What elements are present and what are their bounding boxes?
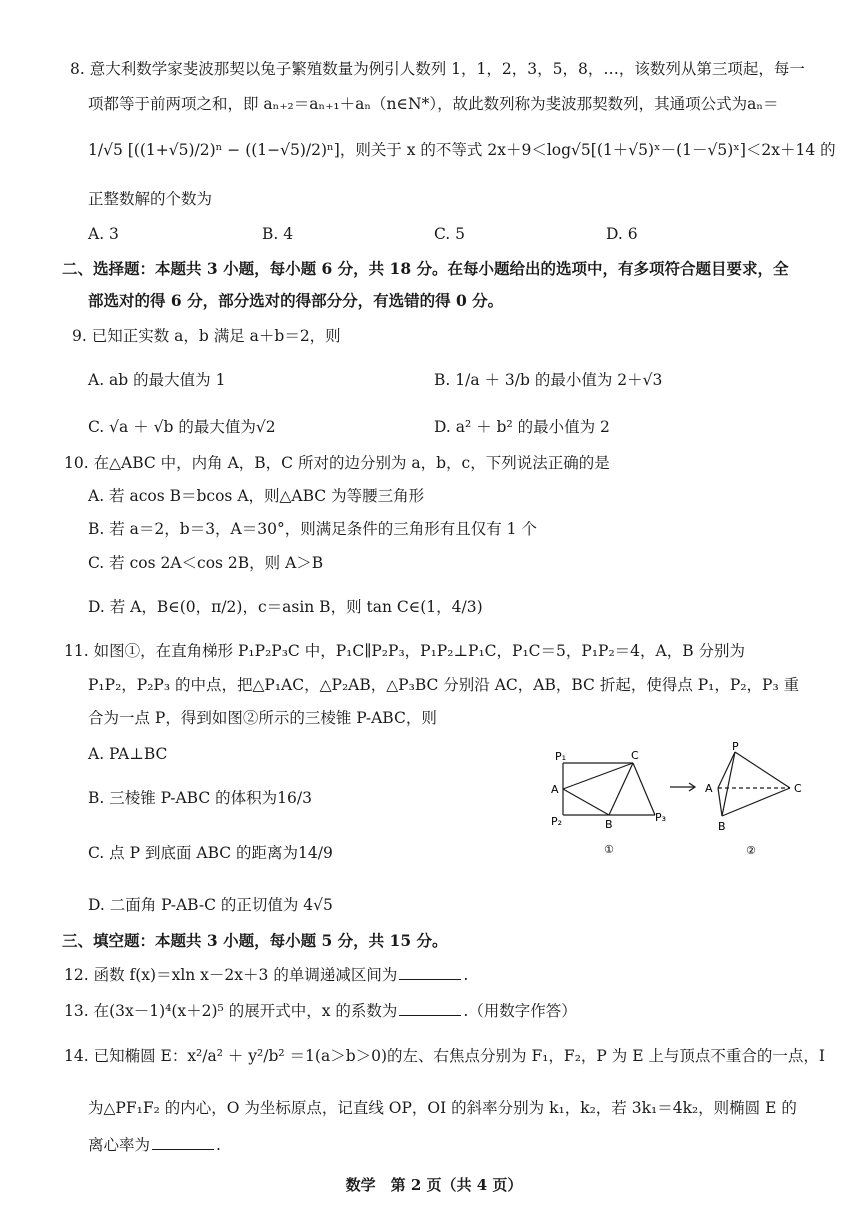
q14-answer-blank — [152, 1135, 214, 1150]
q14-stem-end: 离心率为 — [88, 1136, 151, 1154]
fig2-label-a: A — [705, 782, 713, 795]
q10-stem: 10. 在△ABC 中，内角 A，B，C 所对的边分别为 a，b，c，下列说法正确的是 — [64, 454, 610, 472]
q8-line2: 项都等于前两项之和，即 aₙ₊₂＝aₙ₊₁＋aₙ（n∈N*），故此数列称为斐波那契数列，其通项公式为aₙ＝ — [88, 95, 779, 113]
q13-end: .（用数字作答） — [463, 1002, 577, 1020]
q9-stem: 9. 已知正实数 a，b 满足 a＋b＝2，则 — [72, 327, 341, 345]
q8-option-b: B. 4 — [262, 225, 294, 243]
q11-option-a: A. PA⊥BC — [88, 745, 168, 763]
figure-trapezoid — [545, 745, 680, 860]
fig1-label-a: A — [551, 783, 559, 796]
page-footer: 数学 第 2 页（共 4 页） — [345, 1176, 523, 1194]
q8-option-c: C. 5 — [434, 225, 466, 243]
q10-option-b: B. 若 a＝2，b＝3，A＝30°，则满足条件的三角形有且仅有 1 个 — [88, 520, 537, 538]
q8-line1: 8. 意大利数学家斐波那契以兔子繁殖数量为例引人数列 1，1，2，3，5，8，…，该数列从第三项起，每一 — [70, 60, 805, 78]
q9-option-c: C. √a ＋ √b 的最大值为√2 — [88, 418, 276, 436]
fig1-label-c: C — [631, 749, 639, 762]
arrow-icon — [668, 780, 700, 794]
section2-heading-line2: 部选对的得 6 分，部分选对的得部分分，有选错的得 0 分。 — [88, 291, 504, 310]
q11-line1: 11. 如图①，在直角梯形 P₁P₂P₃C 中，P₁C∥P₂P₃，P₁P₂⊥P₁C，P₁C＝5，P₁P₂＝4，A，B 分别为 — [64, 642, 746, 660]
q10-option-a: A. 若 acos B＝bcos A，则△ABC 为等腰三角形 — [88, 487, 425, 505]
q11-line3: 合为一点 P，得到如图②所示的三棱锥 P-ABC，则 — [88, 709, 437, 727]
q12-answer-blank — [399, 965, 461, 980]
q9-option-b: B. 1/a ＋ 3/b 的最小值为 2＋√3 — [434, 371, 663, 389]
fig1-label-p2: P₂ — [551, 815, 563, 828]
q11-line2: P₁P₂，P₂P₃ 的中点，把△P₁AC，△P₂AB，△P₃BC 分别沿 AC，AB，BC 折起，使得点 P₁，P₂，P₃ 重 — [88, 676, 800, 694]
q8-option-d: D. 6 — [606, 225, 638, 243]
q13-stem: 13. 在(3x－1)⁴(x＋2)⁵ 的展开式中，x 的系数为 — [64, 1002, 398, 1020]
fig1-label-p1: P₁ — [555, 750, 567, 763]
fig2-label-p: P — [732, 740, 739, 753]
q13-answer-blank — [399, 1001, 461, 1016]
q11-option-d: D. 二面角 P-AB-C 的正切值为 4√5 — [88, 896, 333, 914]
fig2-label-c: C — [794, 782, 802, 795]
fig1-caption: ① — [604, 843, 614, 856]
q8-line4: 正整数解的个数为 — [88, 190, 213, 208]
fig2-caption: ② — [746, 844, 756, 857]
q10-option-c: C. 若 cos 2A＜cos 2B，则 A＞B — [88, 554, 324, 572]
q11-option-b: B. 三棱锥 P-ABC 的体积为16/3 — [88, 789, 312, 807]
q8-option-a: A. 3 — [88, 225, 119, 243]
fig1-label-p3: P₃ — [655, 811, 667, 824]
q9-option-d: D. a² ＋ b² 的最小值为 2 — [434, 418, 610, 436]
figure-tetrahedron — [700, 740, 810, 860]
section2-heading-line1: 二、选择题：本题共 3 小题，每小题 6 分，共 18 分。在每小题给出的选项中，有多项符合题目要求，全 — [62, 259, 789, 278]
q8-inequality: ，则关于 x 的不等式 2x＋9＜log√5[(1＋√5)ˣ－(1－√5)ˣ]＜2x＋14 的 — [339, 141, 836, 159]
q13-line — [64, 1000, 577, 1022]
fibonacci-formula: 1/√5 [((1+√5)/2)ⁿ − ((1−√5)/2)ⁿ] — [88, 141, 340, 159]
q12-stem: 12. 函数 f(x)＝xln x－2x＋3 的单调递减区间为 — [64, 966, 398, 984]
q12-end: . — [463, 966, 469, 984]
q11-option-c: C. 点 P 到底面 ABC 的距离为14/9 — [88, 844, 333, 862]
q10-option-d: D. 若 A，B∈(0，π/2)，c＝asin B，则 tan C∈(1，4/3) — [88, 598, 483, 616]
q8-line3 — [88, 139, 836, 161]
q9-option-a: A. ab 的最大值为 1 — [88, 371, 226, 389]
q14-line2: 为△PF₁F₂ 的内心，O 为坐标原点，记直线 OP，OI 的斜率分别为 k₁，k₂，若 3k₁＝4k₂，则椭圆 E 的 — [88, 1099, 797, 1117]
fig2-label-b: B — [718, 820, 726, 833]
section3-heading: 三、填空题：本题共 3 小题，每小题 5 分，共 15 分。 — [62, 931, 448, 950]
fig1-label-b: B — [605, 818, 613, 831]
q14-line3 — [88, 1134, 221, 1156]
q14-line1: 14. 已知椭圆 E：x²/a² ＋ y²/b² ＝1(a＞b＞0)的左、右焦点分别为 F₁，F₂，P 为 E 上与顶点不重合的一点，I — [64, 1047, 826, 1065]
q12-line — [64, 964, 468, 986]
q14-end: . — [216, 1136, 221, 1154]
